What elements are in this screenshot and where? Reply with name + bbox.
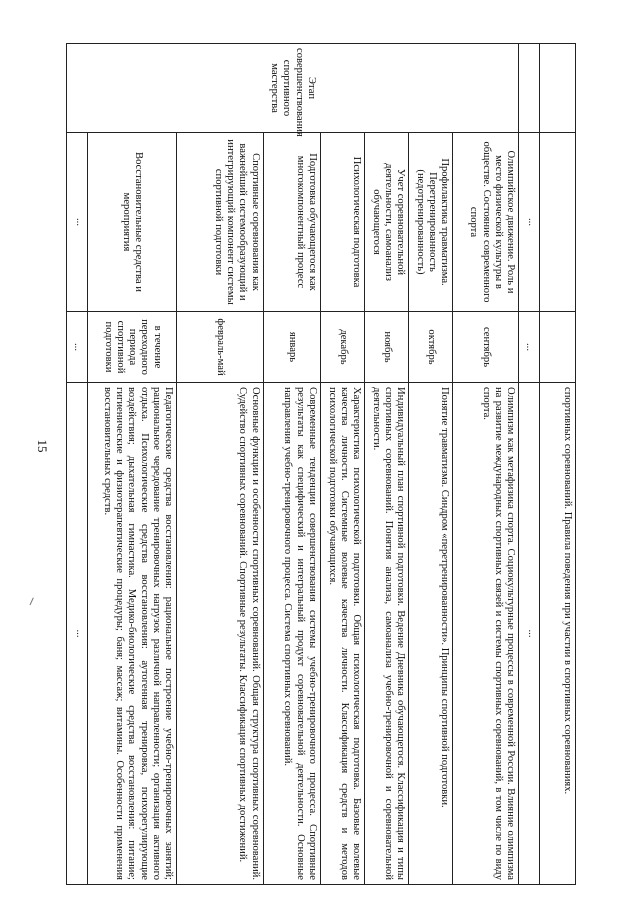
table-row bbox=[540, 44, 576, 885]
section-cell: Профилактика травматизма. Перетренированность (недотренированность) bbox=[409, 133, 453, 312]
content-cell: Современные тенденции совершенствования системы учебно-тренировочного процесса. Спортивные результаты как специфический и интегральный продукт соревновательной деятельности. Основные направления учебно-тренировочного процесса. Система спортивных соревнований. bbox=[263, 383, 320, 885]
section-cell: Подготовка обучающегося как многокомпонентный процесс bbox=[263, 133, 320, 312]
table-row bbox=[88, 44, 177, 885]
period-cell: ... bbox=[518, 312, 539, 383]
period-cell: в течение переходного периода спортивной подготовки bbox=[88, 312, 177, 383]
stage-cell bbox=[518, 44, 539, 133]
section-cell: Учет соревновательной деятельности, самоанализ обучающегося bbox=[365, 133, 409, 312]
table-row bbox=[453, 44, 519, 885]
rotated-table-wrapper bbox=[66, 43, 576, 885]
table-row bbox=[365, 44, 409, 885]
period-cell: октябрь bbox=[409, 312, 453, 383]
stage-cell: Этап совершенствования спортивного мастерства bbox=[67, 44, 519, 133]
table-row bbox=[320, 44, 364, 885]
section-cell: ... bbox=[67, 133, 88, 312]
period-cell: февраль-май bbox=[177, 312, 264, 383]
section-cell bbox=[540, 133, 576, 312]
plan-table bbox=[66, 43, 576, 885]
section-cell: Спортивные соревнования как важнейший системообразующий и интегрирующий компонент системы спортивной подготовки bbox=[177, 133, 264, 312]
content-cell: Индивидуальный план спортивной подготовки. Ведение Дневника обучающегося. Классификация и типы спортивных соревнований. Понятия анализа, самоанализа учебно-тренировочной и соревновательной деятельности. bbox=[365, 383, 409, 885]
content-cell: Основные функции и особенности спортивных соревнований. Общая структура спортивных соревнований. Судейство спортивных соревнований. Спортивные результаты. Классификация спортивных достижений. bbox=[177, 383, 264, 885]
section-cell: Восстановительные средства и мероприятия bbox=[88, 133, 177, 312]
period-cell: ... bbox=[67, 312, 88, 383]
content-cell: Характеристика психологической подготовки. Общая психологическая подготовка. Базовые волевые качества личности. Системные волевые качества личности. Классификация средств и методов психологической подготовки обучающихся. bbox=[320, 383, 364, 885]
content-cell: ... bbox=[67, 383, 88, 885]
section-cell: Психологическая подготовка bbox=[320, 133, 364, 312]
table-row bbox=[518, 44, 539, 885]
period-cell: сентябрь bbox=[453, 312, 519, 383]
period-cell: ноябрь bbox=[365, 312, 409, 383]
period-cell bbox=[540, 312, 576, 383]
section-cell: ... bbox=[518, 133, 539, 312]
table-row bbox=[67, 44, 88, 885]
page-number: 15 bbox=[35, 439, 50, 453]
table-row bbox=[263, 44, 320, 885]
content-cell: спортивных соревнований. Правила поведения при участии в спортивных соревнованиях. bbox=[540, 383, 576, 885]
stage-cell bbox=[540, 44, 576, 133]
table-row bbox=[177, 44, 264, 885]
table-row bbox=[409, 44, 453, 885]
content-cell: ... bbox=[518, 383, 539, 885]
content-cell: Олимпизм как метафизика спорта. Социокультурные процессы в современной России. Влияние олимпизма на развитие международных спортивных связей и системы спортивных соревнований, в том числе по виду спорта. bbox=[453, 383, 519, 885]
period-cell: январь bbox=[263, 312, 320, 383]
content-cell: Понятие травматизма. Синдром «перетренированности». Принципы спортивной подготовки. bbox=[409, 383, 453, 885]
period-cell: декабрь bbox=[320, 312, 364, 383]
section-cell: Олимпийское движение. Роль и место физической культуры в обществе. Состояние современного спорта bbox=[453, 133, 519, 312]
content-cell: Педагогические средства восстановления: рациональное построение учебно-тренировочных занятий; рациональное чередование тренировочных нагрузок различной направленности; организация активного отдыха. Психологические средства восстановления: аутогенная тренировка, психорегулирующие воздействия; дыхательная гимнастика. Медико-биологические средства восстановления: питание; гигиенические и физиотерапевтические процедуры; баня; массаж; витамины. Особенности применения восстановительных средств. bbox=[88, 383, 177, 885]
scan-mark bbox=[29, 598, 36, 607]
